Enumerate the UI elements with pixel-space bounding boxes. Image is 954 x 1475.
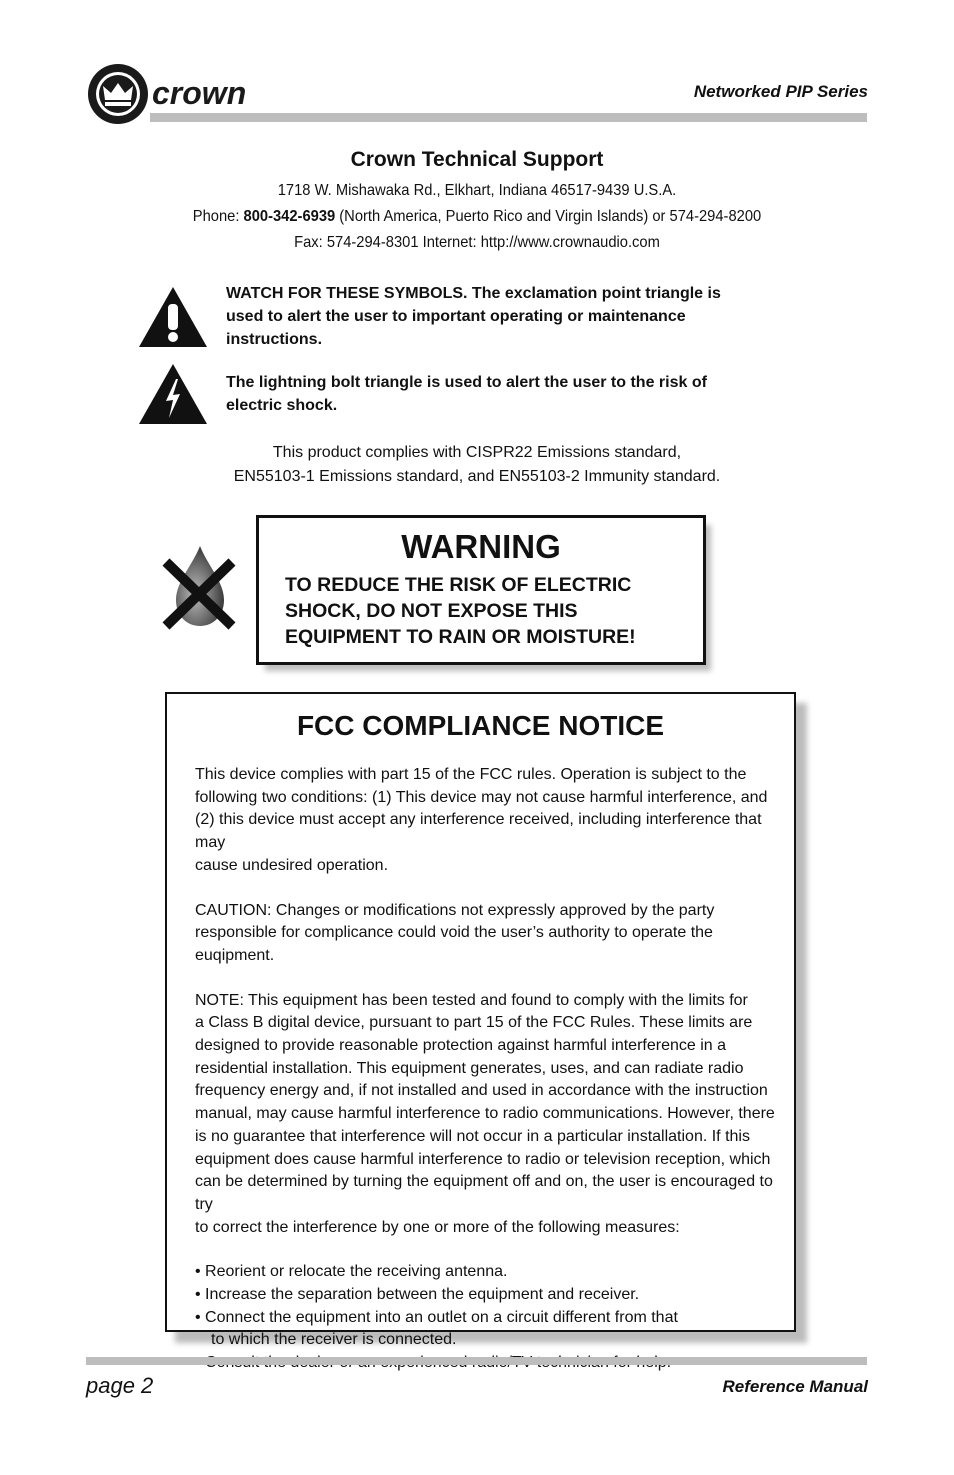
support-title: Crown Technical Support [350,148,604,171]
fcc-paragraph-1: This device complies with part 15 of the FCC rules. Operation is subject to the following two conditions: (1) This device may not cause harmful interference, and (2) this device must accept any interference received, including interference that may cause undesired operation. [195,766,768,874]
support-phone: Phone: 800-342-6939 (North America, Puerto Rico and Virgin Islands) or 574-294-8200 [192,208,762,225]
support-fax-internet: Fax: 574-294-8301 Internet: http://www.crownaudio.com [294,234,660,251]
series-title: Networked PIP Series [693,82,868,101]
warning-text: TO REDUCE THE RISK OF ELECTRIC SHOCK, DO NOT EXPOSE THIS EQUIPMENT TO RAIN OR MOISTURE! [285,574,636,648]
support-block [0,148,954,256]
page-number: page 2 [86,1373,154,1398]
list-item: • Reorient or relocate the receiving antenna. [195,1263,508,1281]
fcc-body [195,764,785,1375]
fcc-notice-box [165,692,796,1349]
list-item: • Increase the separation between the equipment and receiver. [195,1286,640,1304]
exclamation-triangle-icon [138,286,208,353]
no-water-icon [160,542,240,637]
lightning-symbol-text: The lightning bolt triangle is used to alert the user to the risk of electric shock. [226,374,707,414]
manual-title: Reference Manual [722,1377,868,1396]
header-rule [150,113,867,122]
exclamation-symbol-text: WATCH FOR THESE SYMBOLS. The exclamation point triangle is used to alert the user to important operating or maintenance instructions. [226,285,721,348]
lightning-triangle-icon [138,363,208,430]
emissions-compliance: This product complies with CISPR22 Emissions standard, EN55103-1 Emissions standard, and EN55103-2 Immunity standard. [233,444,721,485]
fcc-caution-paragraph: CAUTION: Changes or modifications not expressly approved by the party responsible for complicance could void the user’s authority to operate the euqipment. [195,901,715,964]
list-item: • Connect the equipment into an outlet on a circuit different from that to which the receiver is connected. [195,1308,678,1349]
warning-box [256,515,706,665]
footer-rule [86,1357,867,1365]
warning-title: WARNING [401,528,561,565]
fcc-title: FCC COMPLIANCE NOTICE [296,710,665,741]
support-address: 1718 W. Mishawaka Rd., Elkhart, Indiana 46517-9439 U.S.A. [277,182,677,199]
fcc-note-paragraph: NOTE: This equipment has been tested and found to comply with the limits for a Class B digital device, pursuant to part 15 of the FCC Rules. These limits are designed to provide reasonable protection against harmful interference in a residential installation. This equipment generates, uses, and can radiate radio frequency energy and, if not installed and used in accordance with the instruction manual, may cause harmful interference to radio communications. However, there is no guarantee that interference will not occur in a particular installation. If this equipment does cause harmful interference to radio or television reception, which can be determined by turning the equipment off and on, the user is encouraged to try to correct the interference by one or more of the following measures: [195,991,775,1236]
phone-number: 800-342-6939 [243,208,336,225]
brand-wordmark: crown [152,75,247,111]
